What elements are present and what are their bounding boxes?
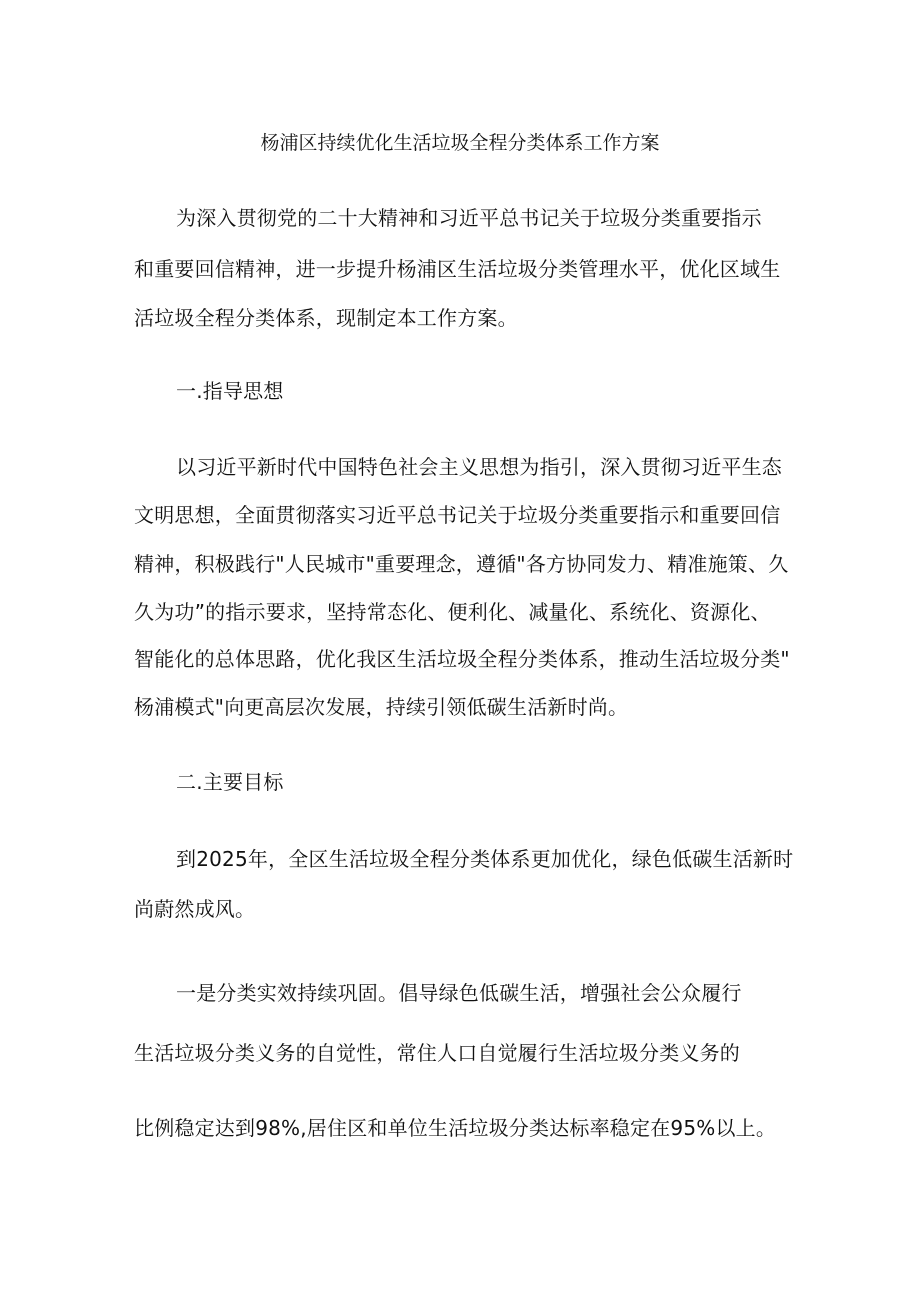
section-2-heading: 二.主要目标 — [176, 770, 284, 794]
point-1-line-3: 比例稳定达到98%,居住区和单位生活垃圾分类达标率稳定在95%以上。 — [134, 1116, 777, 1140]
point-1-line-1: 一是分类实效持续巩固。倡导绿色低碳生活，增强社会公众履行 — [176, 981, 742, 1005]
section-1-line-2: 文明思想，全面贯彻落实习近平总书记关于垃圾分类重要指示和重要回信 — [134, 503, 781, 527]
intro-line-1: 为深入贯彻党的二十大精神和习近平总书记关于垃圾分类重要指示 — [176, 206, 762, 230]
point-1-line-2: 生活垃圾分类义务的自觉性，常住人口自觉履行生活垃圾分类义务的 — [134, 1041, 740, 1065]
intro-line-3: 活垃圾全程分类体系，现制定本工作方案。 — [134, 306, 518, 330]
intro-line-2: 和重要回信精神，进一步提升杨浦区生活垃圾分类管理水平，优化区域生 — [134, 257, 781, 281]
section-1-line-6: 杨浦模式"向更高层次发展，持续引领低碳生活新时尚。 — [134, 695, 629, 719]
section-2-goal-line-1: 到2025年，全区生活垃圾全程分类体系更加优化，绿色低碳生活新时 — [176, 847, 794, 871]
section-1-line-5: 智能化的总体思路，优化我区生活垃圾全程分类体系，推动生活垃圾分类" — [134, 647, 790, 671]
section-2-goal-line-2: 尚蔚然成风。 — [134, 897, 256, 921]
section-1-line-4: 久为功”的指示要求，坚持常态化、便利化、减量化、系统化、资源化、 — [134, 600, 771, 624]
document-title: 杨浦区持续优化生活垃圾全程分类体系工作方案 — [260, 132, 660, 154]
section-1-line-3: 精神，积极践行"人民城市"重要理念，遵循"各方协同发力、精准施策、久 — [134, 552, 789, 576]
section-1-line-1: 以习近平新时代中国特色社会主义思想为指引，深入贯彻习近平生态 — [176, 455, 782, 479]
section-1-heading: 一.指导思想 — [176, 379, 284, 403]
